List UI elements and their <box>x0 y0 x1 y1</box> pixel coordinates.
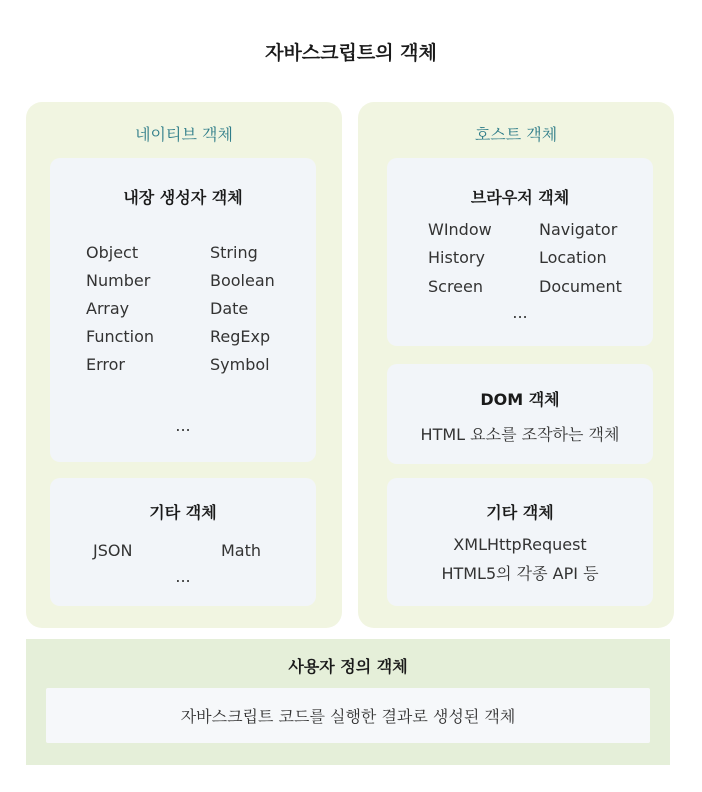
dom-objects-card <box>387 364 653 464</box>
builtin-ellipsis: ... <box>175 416 191 435</box>
native-other-card <box>50 478 316 606</box>
builtin-item: Date <box>210 299 249 318</box>
builtin-item: Number <box>86 271 151 290</box>
builtin-item: RegExp <box>210 327 271 346</box>
browser-item: Screen <box>428 277 484 296</box>
browser-item: Navigator <box>539 220 618 239</box>
browser-objects-title: 브라우저 객체 <box>470 188 570 207</box>
builtin-item: Array <box>86 299 130 318</box>
dom-objects-title: DOM 객체 <box>480 390 560 409</box>
builtin-item: String <box>210 243 258 262</box>
builtin-item: Boolean <box>210 271 275 290</box>
user-defined-objects-title: 사용자 정의 객체 <box>288 657 408 676</box>
dom-objects-desc: HTML 요소를 조작하는 객체 <box>420 425 620 444</box>
builtin-item: Function <box>86 327 155 346</box>
host-objects-label: 호스트 객체 <box>474 125 558 144</box>
user-defined-objects-panel <box>26 639 670 765</box>
browser-item: WIndow <box>428 220 492 239</box>
diagram-title: 자바스크립트의 객체 <box>265 42 437 64</box>
native-objects-label: 네이티브 객체 <box>135 125 233 144</box>
user-defined-objects-desc: 자바스크립트 코드를 실행한 결과로 생성된 객체 <box>180 707 516 726</box>
browser-item: Document <box>539 277 622 296</box>
native-other-item: Math <box>221 541 262 560</box>
native-objects-panel <box>26 102 342 628</box>
native-other-ellipsis: ... <box>175 567 191 586</box>
browser-item: Location <box>539 248 607 267</box>
builtin-item: Object <box>86 243 139 262</box>
host-other-line2: HTML5의 각종 API 등 <box>441 564 599 583</box>
builtin-constructors-card <box>50 158 316 462</box>
builtin-constructors-title: 내장 생성자 객체 <box>123 188 243 207</box>
builtin-item: Error <box>86 355 125 374</box>
host-other-line1: XMLHttpRequest <box>453 535 587 554</box>
native-other-item: JSON <box>93 541 133 560</box>
native-other-title: 기타 객체 <box>149 503 217 522</box>
host-objects-panel <box>358 102 674 628</box>
user-defined-objects-card <box>46 688 650 743</box>
browser-ellipsis: ... <box>512 303 528 322</box>
builtin-item: Symbol <box>210 355 270 374</box>
browser-objects-card <box>387 158 653 346</box>
browser-item: History <box>428 248 485 267</box>
host-other-card <box>387 478 653 606</box>
host-other-title: 기타 객체 <box>486 503 554 522</box>
